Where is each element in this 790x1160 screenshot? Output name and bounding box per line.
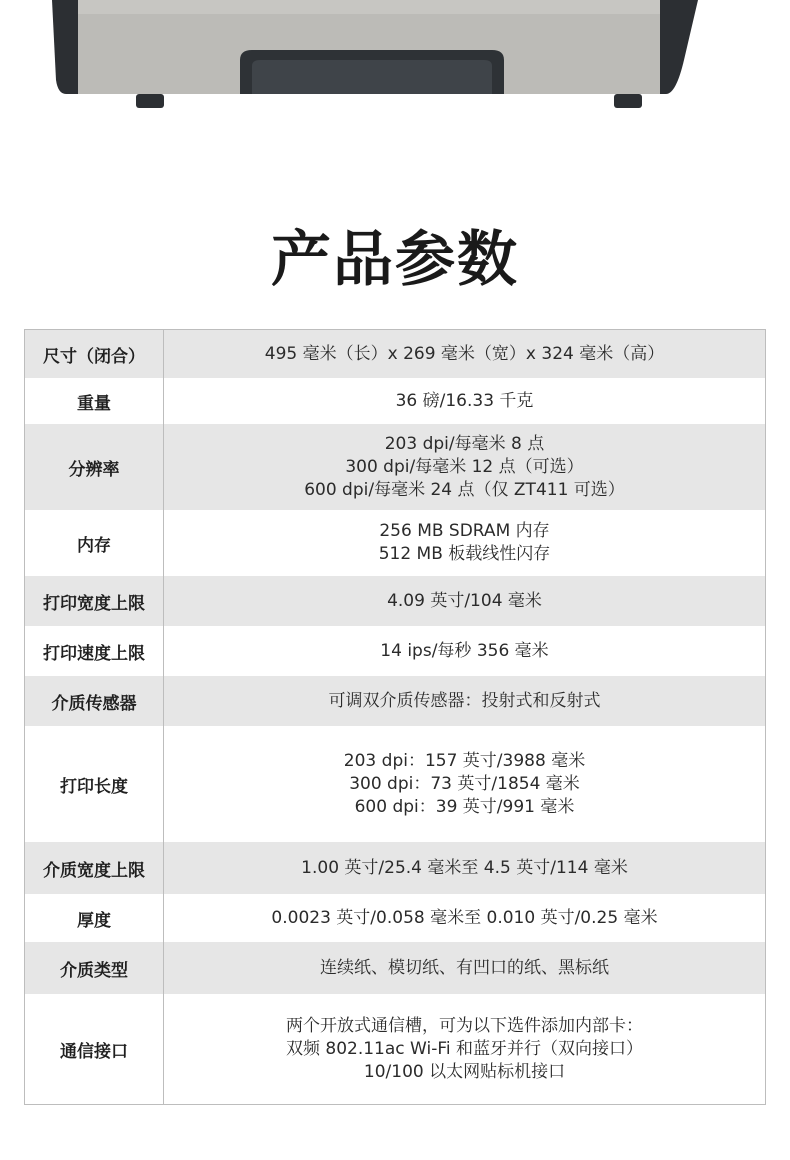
spec-value — [164, 842, 765, 894]
spec-value-line: 512 MB 板载线性闪存 — [378, 544, 551, 564]
spec-value — [164, 576, 765, 626]
spec-row — [25, 626, 765, 676]
spec-value — [164, 942, 765, 994]
spec-row — [25, 726, 765, 842]
spec-value-line: 连续纸、模切纸、有凹口的纸、黑标纸 — [320, 957, 609, 978]
spec-value-line: 0.0023 英寸/0.058 毫米至 0.010 英寸/0.25 毫米 — [271, 907, 658, 928]
spec-label: 介质类型 — [25, 942, 164, 994]
spec-row — [25, 894, 765, 942]
spec-value-line: 36 磅/16.33 千克 — [395, 390, 534, 411]
spec-row — [25, 510, 765, 576]
spec-row — [25, 842, 765, 894]
spec-value — [164, 894, 765, 942]
page-title: 产品参数 — [271, 225, 519, 295]
spec-value — [164, 330, 765, 378]
spec-row — [25, 676, 765, 726]
spec-value-line: 4.09 英寸/104 毫米 — [387, 590, 542, 611]
spec-value-line: 300 dpi/每毫米 12 点（可选） — [345, 456, 584, 477]
spec-label: 尺寸（闭合） — [25, 330, 164, 378]
spec-label: 重量 — [25, 378, 164, 424]
spec-value — [164, 424, 765, 510]
spec-value-line: 495 毫米（长）x 269 毫米（宽）x 324 毫米（高） — [264, 343, 665, 364]
spec-value — [164, 676, 765, 726]
spec-value — [164, 510, 765, 576]
spec-value-line: 可调双介质传感器：投射式和反射式 — [328, 690, 601, 711]
spec-label: 分辨率 — [25, 424, 164, 510]
spec-table — [24, 329, 766, 1105]
spec-value-line: 双频 802.11ac Wi-Fi 和蓝牙并行（双向接口） — [285, 1038, 644, 1059]
spec-label: 打印长度 — [25, 726, 164, 842]
spec-row — [25, 994, 765, 1104]
spec-label: 厚度 — [25, 894, 164, 942]
spec-value-line: 203 dpi/每毫米 8 点 — [384, 433, 545, 454]
spec-label: 内存 — [25, 510, 164, 576]
spec-label: 通信接口 — [25, 994, 164, 1104]
spec-row — [25, 576, 765, 626]
spec-label: 介质宽度上限 — [25, 842, 164, 894]
spec-value-line: 600 dpi/每毫米 24 点（仅 ZT411 可选） — [304, 479, 625, 500]
spec-label: 打印宽度上限 — [25, 576, 164, 626]
spec-value-line: 10/100 以太网贴标机接口 — [363, 1061, 566, 1082]
spec-value — [164, 626, 765, 676]
spec-label: 打印速度上限 — [25, 626, 164, 676]
spec-label: 介质传感器 — [25, 676, 164, 726]
spec-row — [25, 942, 765, 994]
spec-value-line: 600 dpi：39 英寸/991 毫米 — [354, 796, 575, 817]
spec-value-line: 14 ips/每秒 356 毫米 — [380, 640, 549, 661]
spec-value-line: 两个开放式通信槽，可为以下选件添加内部卡： — [286, 1015, 643, 1036]
spec-value-line: 300 dpi：73 英寸/1854 毫米 — [349, 773, 580, 794]
spec-value-line: 1.00 英寸/25.4 毫米至 4.5 英寸/114 毫米 — [301, 857, 628, 878]
printer-image — [0, 0, 790, 120]
spec-value-line: 256 MB SDRAM 内存 — [379, 521, 550, 541]
spec-value — [164, 726, 765, 842]
spec-row — [25, 424, 765, 510]
spec-value — [164, 994, 765, 1104]
spec-row — [25, 330, 765, 378]
spec-row — [25, 378, 765, 424]
spec-value-line: 203 dpi：157 英寸/3988 毫米 — [343, 750, 586, 771]
spec-value — [164, 378, 765, 424]
